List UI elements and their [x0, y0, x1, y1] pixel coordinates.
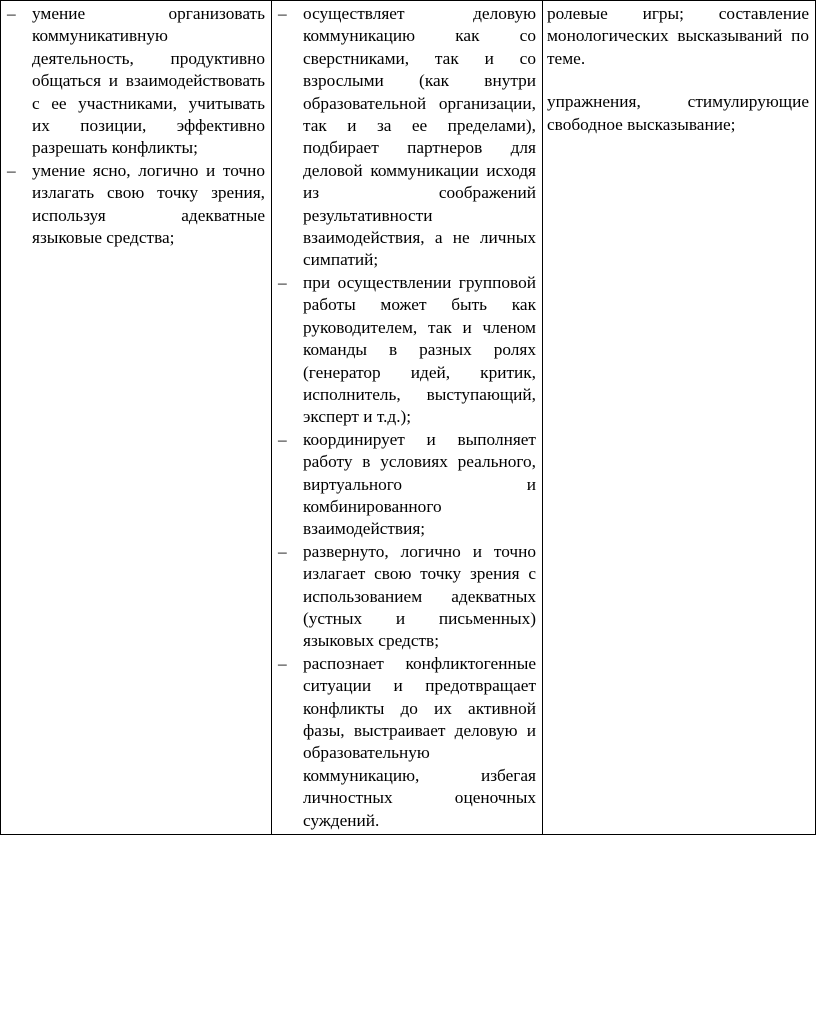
cell-indicators — [272, 1, 543, 835]
activity-paragraph: упражнения, стимулирующие свободное высказывание; — [547, 92, 809, 134]
dash-bullet: – — [278, 272, 287, 292]
list-item — [276, 272, 536, 429]
dash-bullet: – — [278, 653, 287, 673]
dash-bullet: – — [7, 160, 16, 180]
list-item — [276, 429, 536, 541]
list-item-text: распознает конфликтогенные ситуации и предотвращает конфликты до их активной фазы, выстраивает деловую и образовательную коммуникацию, избегая личностных оценочных суждений. — [303, 653, 536, 830]
list-item-text: координирует и выполняет работу в условиях реального, виртуального и комбинированного взаимодействия; — [303, 429, 536, 539]
dash-bullet: – — [278, 541, 287, 561]
list-item — [276, 653, 536, 832]
dash-bullet: – — [7, 4, 16, 23]
list-item-text: осуществляет деловую коммуникацию как со сверстниками, так и со взрослыми (как внутри образовательной организации, так и за ее пределами), подбирает партнеров для деловой коммуникации исходя из соображений результативности взаимодействия, а не личных симпатий; — [303, 4, 536, 270]
dash-bullet: – — [278, 4, 287, 23]
table-row — [1, 1, 816, 835]
cell-activities — [543, 1, 816, 835]
list-item — [5, 160, 265, 250]
list-item-text: при осуществлении групповой работы может быть как руководителем, так и членом команды в разных ролях (генератор идей, критик, исполнитель, выступающий, эксперт и т.д.); — [303, 272, 536, 427]
list-item — [5, 3, 265, 160]
dash-bullet: – — [278, 429, 287, 449]
cell-competencies — [1, 1, 272, 835]
list-item — [276, 541, 536, 653]
list-item-text: умение ясно, логично и точно излагать свою точку зрения, используя адекватные языковые средства; — [32, 160, 265, 248]
indicator-list — [276, 3, 536, 832]
activity-paragraph: ролевые игры; составление монологических высказываний по теме. — [547, 4, 809, 68]
list-item-text: развернуто, логично и точно излагает свою точку зрения с использованием адекватных (устных и письменных) языковых средств; — [303, 541, 536, 651]
list-item — [276, 3, 536, 272]
competency-list — [5, 3, 265, 249]
list-item-text: умение организовать коммуникативную деятельность, продуктивно общаться и взаимодействовать с ее участниками, учитывать их позиции, эффективно разрешать конфликты; — [32, 4, 265, 158]
